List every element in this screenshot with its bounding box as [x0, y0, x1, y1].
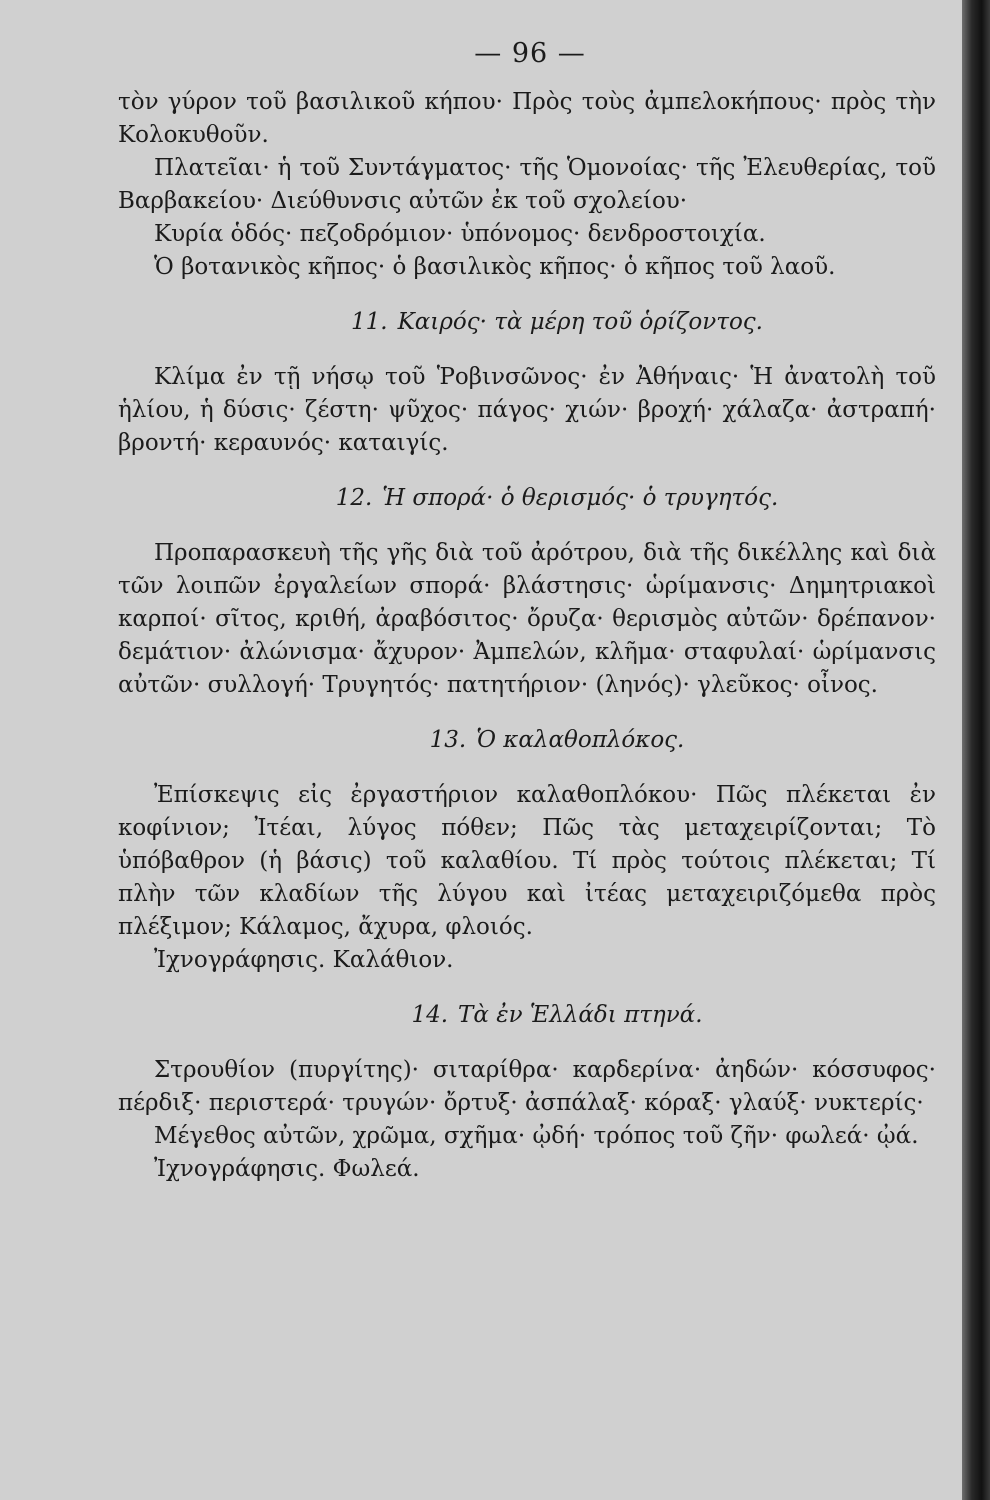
section-paragraph: Ἰχνογράφησις. Φωλεά.	[154, 1156, 420, 1182]
section-paragraph: Στρουθίον (πυργίτης)· σιταρίθρα· καρδερίνα· ἀηδών· κόσσυφος· πέρδιξ· περιστερά· τρυγών· ὄρτυξ· ἀσπάλαξ· κόραξ· γλαύξ· νυκτερίς·	[118, 1057, 936, 1116]
section-number: 11.	[351, 309, 388, 335]
section-number: 13.	[429, 727, 467, 753]
intro-paragraph: Κυρία ὁδός· πεζοδρόμιον· ὑπόνομος· δενδροστοιχία.	[154, 221, 766, 247]
intro-paragraph: Ὁ βοτανικὸς κῆπος· ὁ βασιλικὸς κῆπος· ὁ κῆπος τοῦ λαοῦ.	[154, 254, 836, 280]
section-number: 14.	[411, 1002, 449, 1028]
page-content	[118, 86, 936, 1186]
page-number: — 96 —	[474, 38, 586, 69]
section-title: Ἡ σπορά· ὁ θερισμός· ὁ τρυγητός.	[382, 485, 779, 511]
section-heading-14	[118, 999, 936, 1032]
section-paragraph: Προπαρασκευὴ τῆς γῆς διὰ τοῦ ἀρότρου, διὰ τῆς δικέλλης καὶ διὰ τῶν λοιπῶν ἐργαλείων σπορά· βλάστησις· ὡρίμανσις· Δημητριακοὶ καρποί· σῖτος, κριθή, ἀραβόσιτος· ὄρυζα· θερισμὸς αὐτῶν· δρέπανον· δεμάτιον· ἀλώνισμα· ἄχυρον· Ἀμπελών, κλῆμα· σταφυλαί· ὡρίμανσις αὐτῶν· συλλογή· Τρυγητός· πατητήριον· (ληνός)· γλεῦκος· οἶνος.	[118, 540, 936, 698]
section-title: Καιρός· τὰ μέρη τοῦ ὁρίζοντος.	[397, 309, 763, 335]
section-title: Ὁ καλαθοπλόκος.	[476, 727, 685, 753]
section-title: Τὰ ἐν Ἑλλάδι πτηνά.	[458, 1002, 703, 1028]
section-paragraph: Ἰχνογράφησις. Καλάθιον.	[154, 947, 454, 973]
section-number: 12.	[335, 485, 373, 511]
section-paragraph: Μέγεθος αὐτῶν, χρῶμα, σχῆμα· ᾠδή· τρόπος τοῦ ζῆν· φωλεά· ᾠά.	[154, 1123, 919, 1149]
section-heading-12	[118, 482, 936, 515]
intro-paragraph: τὸν γύρον τοῦ βασιλικοῦ κήπου· Πρὸς τοὺς ἀμπελοκήπους· πρὸς τὴν Κολοκυθοῦν.	[118, 89, 936, 148]
intro-paragraph: Πλατεῖαι· ἡ τοῦ Συντάγματος· τῆς Ὁμονοίας· τῆς Ἐλευθερίας, τοῦ Βαρβακείου· Διεύθυνσις αὐτῶν ἐκ τοῦ σχολείου·	[118, 155, 936, 214]
book-spine-edge	[962, 0, 990, 1500]
section-paragraph: Ἐπίσκεψις εἰς ἐργαστήριον καλαθοπλόκου· Πῶς πλέκεται ἐν κοφίνιον; Ἰτέαι, λύγος πόθεν; Πῶς τὰς μεταχειρίζονται; Τὸ ὑπόβαθρον (ἡ βάσις) τοῦ καλαθίου. Τί πρὸς τούτοις πλέκεται; Τί πλὴν τῶν κλαδίων τῆς λύγου καὶ ἰτέας μεταχειριζόμεθα πρὸς πλέξιμον; Κάλαμος, ἄχυρα, φλοιός.	[118, 782, 936, 940]
section-heading-11	[118, 306, 936, 339]
section-heading-13	[118, 724, 936, 757]
section-paragraph: Κλίμα ἐν τῇ νήσῳ τοῦ Ῥοβινσῶνος· ἐν Ἀθήναις· Ἡ ἀνατολὴ τοῦ ἡλίου, ἡ δύσις· ζέστη· ψῦχος· πάγος· χιών· βροχή· χάλαζα· ἀστραπή· βροντή· κεραυνός· καταιγίς.	[118, 364, 936, 456]
